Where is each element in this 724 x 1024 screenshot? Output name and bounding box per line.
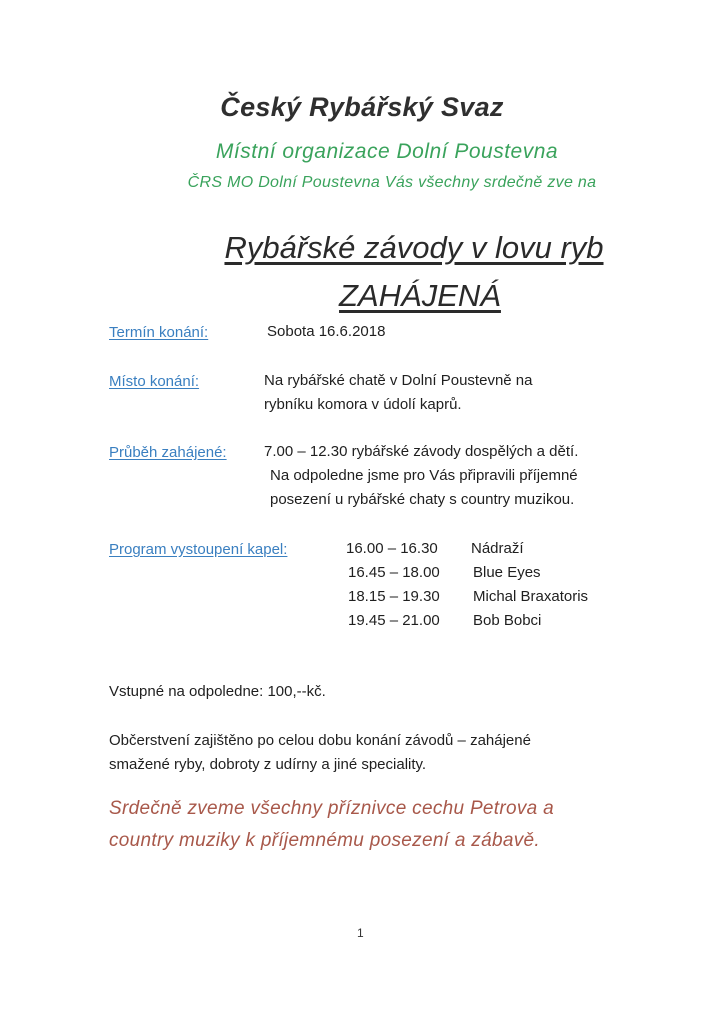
course-line-2: Na odpoledne jsme pro Vás připravili příjemné — [270, 467, 578, 484]
invite-line: ČRS MO Dolní Poustevna Vás všechny srdečně zve na — [187, 174, 597, 191]
program-time: 16.00 – 16.30 — [346, 540, 438, 557]
program-time: 19.45 – 21.00 — [348, 612, 440, 629]
closing-line-1: Srdečně zveme všechny příznivce cechu Petrova a — [109, 798, 554, 819]
program-time: 18.15 – 19.30 — [348, 588, 440, 605]
date-value: Sobota 16.6.2018 — [267, 323, 386, 340]
program-band: Nádraží — [471, 540, 524, 557]
program-label: Program vystoupení kapel: — [109, 541, 288, 558]
course-line-1: 7.00 – 12.30 rybářské závody dospělých a dětí. — [264, 443, 579, 460]
refreshments-line-2: smažené ryby, dobroty z udírny a jiné speciality. — [109, 756, 427, 773]
entry-fee: Vstupné na odpoledne: 100,--kč. — [109, 683, 326, 700]
place-line-1: Na rybářské chatě v Dolní Poustevně na — [264, 372, 533, 389]
program-band: Bob Bobci — [473, 612, 542, 629]
event-subtitle: ZAHÁJENÁ — [339, 278, 501, 313]
place-line-2: rybníku komora v údolí kaprů. — [264, 396, 462, 413]
program-time: 16.45 – 18.00 — [348, 564, 440, 581]
program-band: Blue Eyes — [473, 564, 541, 581]
refreshments-line-1: Občerstvení zajištěno po celou dobu konání závodů – zahájené — [109, 732, 531, 749]
closing-line-2: country muziky k příjemnému posezení a zábavě. — [109, 830, 540, 851]
course-label: Průběh zahájené: — [109, 444, 227, 461]
course-line-3: posezení u rybářské chaty s country muzikou. — [270, 491, 575, 508]
branch-heading: Místní organizace Dolní Poustevna — [215, 140, 559, 163]
org-name-heading: Český Rybářský Svaz — [220, 92, 504, 122]
page-number: 1 — [357, 926, 364, 940]
date-label: Termín konání: — [109, 324, 209, 341]
place-label: Místo konání: — [109, 373, 200, 390]
event-title: Rybářské závody v lovu ryb — [224, 230, 604, 265]
program-band: Michal Braxatoris — [473, 588, 589, 605]
